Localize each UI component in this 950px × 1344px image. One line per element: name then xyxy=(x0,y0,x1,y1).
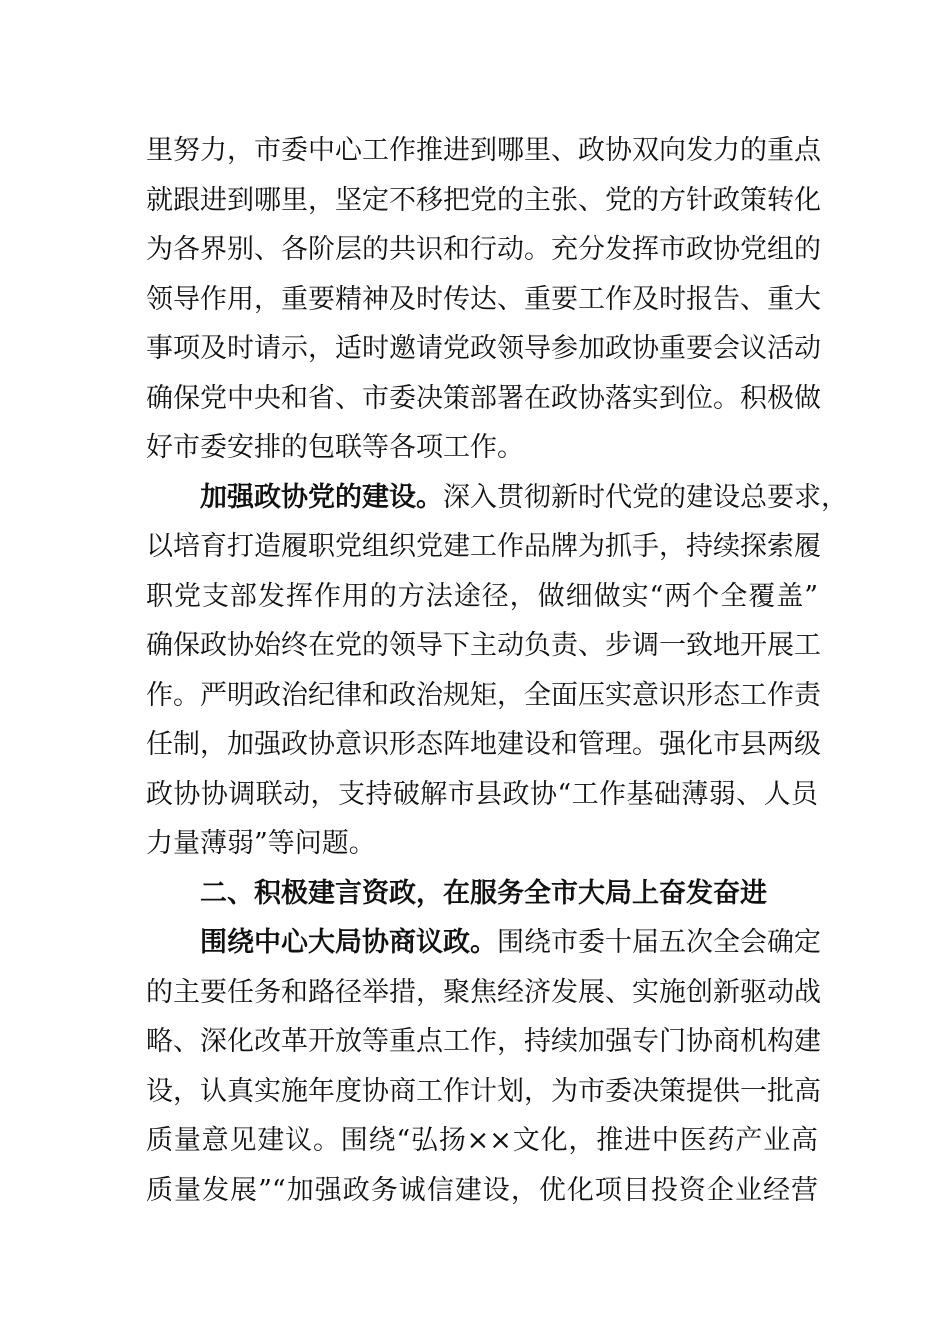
text-line: 略、深化改革开放等重点工作，持续加强专门协商机构建 xyxy=(146,1026,821,1057)
text-line: 领导作用，重要精神及时传达、重要工作及时报告、重大 xyxy=(146,283,821,315)
text-line: 设，认真实施年度协商工作计划，为市委决策提供一批高 xyxy=(146,1075,821,1107)
paragraph-lead: 加强政协党的建设。 xyxy=(200,481,443,513)
text-line: 质量发展”“加强政务诚信建设，优化项目投资企业经营 xyxy=(146,1174,818,1206)
paragraph-1 xyxy=(146,126,821,473)
text-line: 确保政协始终在党的领导下主动负责、步调一致地开展工 xyxy=(146,630,821,661)
paragraph-lead-rest: 围绕市委十届五次全会确定 xyxy=(497,927,821,958)
text-line: 事项及时请示，适时邀请党政领导参加政协重要会议活动 xyxy=(146,333,821,364)
paragraph-first-line xyxy=(146,918,821,968)
text-line: 的主要任务和路径举措，聚焦经济发展、实施创新驱动战 xyxy=(146,976,821,1008)
text-line: 里努力，市委中心工作推进到哪里、政协双向发力的重点 xyxy=(146,135,821,166)
text-line: 以培育打造履职党组织党建工作品牌为抓手，持续探索履 xyxy=(146,531,821,562)
text-line: 职党支部发挥作用的方法途径，做细做实“两个全覆盖” xyxy=(146,580,818,612)
document-body xyxy=(146,126,848,1215)
text-line: 好市委安排的包联等各项工作。 xyxy=(146,432,524,463)
text-line: 任制，加强政协意识形态阵地建设和管理。强化市县两级 xyxy=(146,729,821,760)
section-heading: 二、积极建言资政，在服务全市大局上奋发奋进 xyxy=(200,877,767,909)
text-line: 就跟进到哪里，坚定不移把党的主张、党的方针政策转化 xyxy=(146,184,821,216)
text-line: 政协协调联动，支持破解市县政协“工作基础薄弱、人员 xyxy=(146,778,818,810)
text-line: 质量意见建议。围绕“弘扬××文化，推进中医药产业高 xyxy=(146,1125,818,1156)
text-line: 力量薄弱”等问题。 xyxy=(146,828,376,859)
paragraph-2 xyxy=(146,473,848,869)
text-line: 为各界别、各阶层的共识和行动。充分发挥市政协党组的 xyxy=(146,234,821,265)
paragraph-first-line xyxy=(146,473,848,523)
text-line: 作。严明政治纪律和政治规矩，全面压实意识形态工作责 xyxy=(146,679,821,711)
text-line: 确保党中央和省、市委决策部署在政协落实到位。积极做 xyxy=(146,382,821,414)
paragraph-lead-rest: 深入贯彻新时代党的建设总要求， xyxy=(443,481,848,513)
paragraph-lead: 围绕中心大局协商议政。 xyxy=(200,927,497,958)
paragraph-3 xyxy=(146,918,821,1215)
